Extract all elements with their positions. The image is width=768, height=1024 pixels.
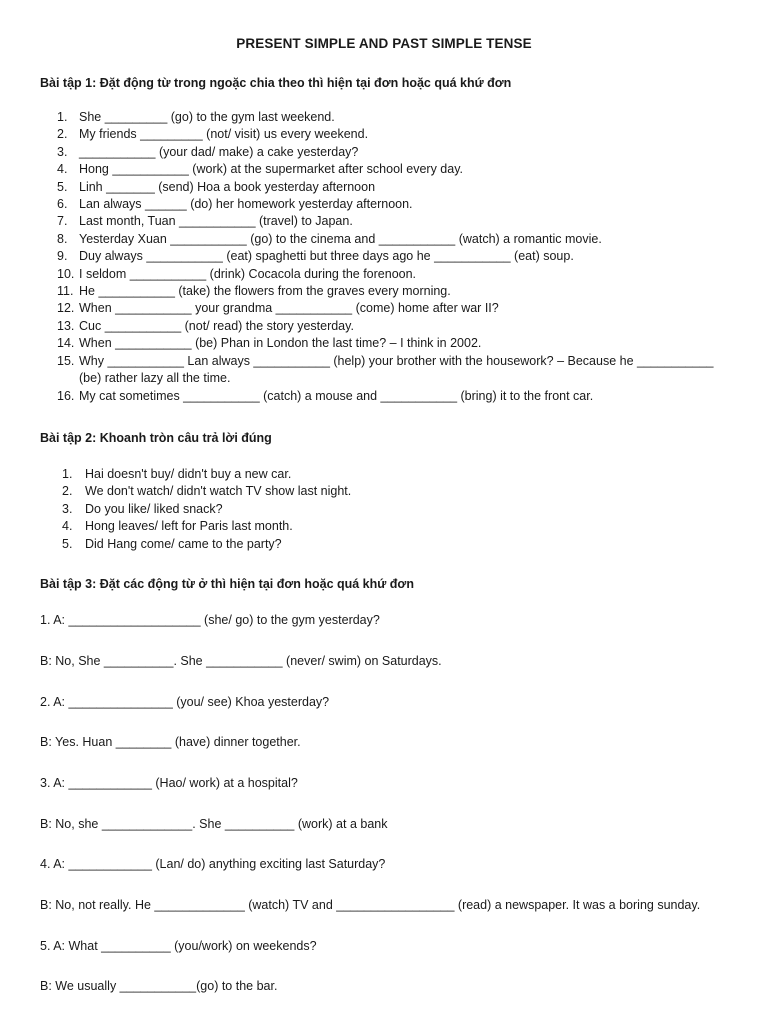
list-item — [40, 196, 730, 213]
item-text: Hai doesn't buy/ didn't buy a new car. — [85, 467, 292, 481]
item-number: 12. — [57, 301, 75, 316]
item-text: Lan always ______ (do) her homework yesterday afternoon. — [79, 197, 413, 212]
item-text: He ___________ (take) the flowers from the graves every morning. — [79, 284, 451, 299]
item-text: Linh _______ (send) Hoa a book yesterday afternoon — [79, 179, 376, 194]
item-number: 5. — [62, 536, 73, 551]
list-item — [40, 283, 730, 300]
item-text: When ___________ your grandma ___________ (come) home after war II? — [79, 301, 499, 316]
item-text: She _________ (go) to the gym last weekend. — [79, 110, 335, 124]
dialogue-line: 1. A: ___________________ (she/ go) to the gym yesterday? — [40, 613, 380, 627]
exercise-1-heading: Bài tập 1: Đặt động từ trong ngoặc chia theo thì hiện tại đơn hoặc quá khứ đơn — [40, 76, 512, 90]
item-number: 1. — [62, 467, 73, 481]
list-item — [40, 109, 730, 126]
exercise-2-heading: Bài tập 2: Khoanh tròn câu trả lời đúng — [40, 431, 272, 445]
list-item — [40, 518, 730, 535]
list-item — [40, 248, 730, 265]
dialogue-line: B: We usually ___________(go) to the bar. — [40, 979, 278, 993]
list-item — [40, 126, 730, 143]
item-number: 15. — [57, 353, 75, 368]
dialogue-line: B: No, she _____________. She __________ (work) at a bank — [40, 817, 388, 831]
item-text: When ___________ (be) Phan in London the last time? – I think in 2002. — [79, 336, 482, 351]
page-title: PRESENT SIMPLE AND PAST SIMPLE TENSE — [236, 36, 532, 51]
item-text: I seldom ___________ (drink) Cocacola during the forenoon. — [79, 266, 417, 281]
item-text: Duy always ___________ (eat) spaghetti but three days ago he ___________ (eat) soup. — [79, 249, 574, 264]
item-text: Do you like/ liked snack? — [85, 501, 223, 516]
list-item — [40, 266, 730, 283]
item-text: Hong ___________ (work) at the supermarket after school every day. — [79, 162, 464, 177]
exercise-2-list — [40, 466, 730, 553]
item-text: My friends _________ (not/ visit) us every weekend. — [79, 127, 369, 142]
item-number: 14. — [57, 336, 75, 351]
item-number: 8. — [57, 231, 68, 246]
list-item — [40, 213, 730, 230]
list-item — [40, 179, 730, 196]
item-number: 7. — [57, 214, 68, 229]
list-item — [40, 466, 730, 483]
list-item — [40, 388, 730, 405]
item-text: Yesterday Xuan ___________ (go) to the cinema and ___________ (watch) a romantic movie. — [79, 231, 602, 246]
exercise-1-list — [40, 109, 730, 405]
dialogue-line: 4. A: ____________ (Lan/ do) anything exciting last Saturday? — [40, 857, 386, 871]
list-item — [40, 335, 730, 352]
item-text: We don't watch/ didn't watch TV show last night. — [85, 484, 352, 499]
item-number: 16. — [57, 388, 75, 403]
item-number: 10. — [57, 266, 75, 281]
list-item — [40, 353, 730, 388]
item-number: 11. — [57, 284, 74, 299]
item-number: 3. — [62, 501, 73, 516]
exercise-3-heading: Bài tập 3: Đặt các động từ ở thì hiện tại đơn hoặc quá khứ đơn — [40, 577, 414, 591]
item-text: Hong leaves/ left for Paris last month. — [85, 519, 293, 534]
list-item — [40, 161, 730, 178]
item-number: 9. — [57, 249, 68, 264]
item-text: ___________ (your dad/ make) a cake yesterday? — [79, 144, 359, 159]
item-number: 13. — [57, 318, 75, 333]
dialogue-line: 5. A: What __________ (you/work) on weekends? — [40, 939, 317, 953]
item-number: 4. — [57, 162, 68, 177]
item-text: Last month, Tuan ___________ (travel) to Japan. — [79, 214, 353, 229]
item-number: 4. — [62, 519, 73, 534]
dialogue-line: B: No, She __________. She ___________ (never/ swim) on Saturdays. — [40, 654, 442, 668]
list-item — [40, 231, 730, 248]
item-number: 2. — [62, 484, 73, 499]
item-text: Cuc ___________ (not/ read) the story yesterday. — [79, 318, 354, 333]
item-number: 3. — [57, 144, 68, 159]
item-text: Why ___________ Lan always ___________ (help) your brother with the housework? – Because he ___________ (be) rather lazy all the time. — [79, 353, 714, 386]
item-number: 1. — [57, 110, 68, 124]
item-number: 2. — [57, 127, 68, 142]
list-item — [40, 501, 730, 518]
list-item — [40, 144, 730, 161]
item-number: 5. — [57, 179, 68, 194]
item-number: 6. — [57, 197, 68, 212]
list-item — [40, 536, 730, 553]
list-item — [40, 300, 730, 317]
item-text: My cat sometimes ___________ (catch) a mouse and ___________ (bring) it to the front car. — [79, 388, 594, 403]
dialogue-line: 3. A: ____________ (Hao/ work) at a hospital? — [40, 776, 298, 790]
dialogue-line: B: Yes. Huan ________ (have) dinner together. — [40, 735, 301, 749]
dialogue-line: 2. A: _______________ (you/ see) Khoa yesterday? — [40, 695, 330, 709]
item-text: Did Hang come/ came to the party? — [85, 536, 282, 551]
dialogue-line: B: No, not really. He _____________ (watch) TV and _________________ (read) a newspaper. It was a boring sunday. — [40, 898, 701, 912]
list-item — [40, 483, 730, 500]
list-item — [40, 318, 730, 335]
